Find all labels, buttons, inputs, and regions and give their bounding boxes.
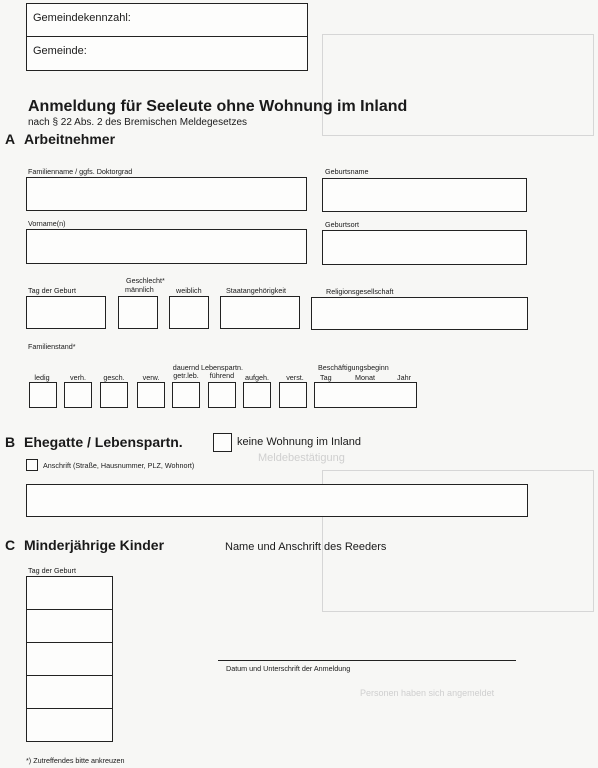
keine-wohnung-label: keine Wohnung im Inland	[237, 436, 361, 448]
religion-label: Religionsgesellschaft	[326, 287, 394, 296]
section-a-title: Arbeitnehmer	[24, 131, 116, 147]
geburtsort-field[interactable]	[322, 230, 527, 265]
gesch-checkbox[interactable]	[100, 382, 128, 408]
vorname-label: Vorname(n)	[28, 219, 66, 228]
section-b-title: Ehegatte / Lebenspartn.	[24, 434, 183, 450]
geburtsort-label: Geburtsort	[325, 220, 359, 229]
geschlecht-label: Geschlecht*	[126, 276, 165, 285]
familienstand-option-label: verst.	[286, 373, 304, 382]
staatsangehoerigkeit-label: Staatangehörigkeit	[226, 286, 286, 295]
kinder-row-2[interactable]	[27, 610, 112, 641]
familienstand-option-label: verh.	[70, 373, 86, 382]
maennlich-label: männlich	[125, 285, 154, 294]
lebenspartn-fuehrend-checkbox[interactable]	[208, 382, 236, 408]
section-a-letter: A	[5, 131, 16, 147]
staatsangehoerigkeit-field[interactable]	[220, 296, 300, 329]
maennlich-checkbox[interactable]	[118, 296, 158, 329]
gemeindekennzahl-field[interactable]	[140, 6, 300, 32]
kinder-row-1[interactable]	[27, 577, 112, 608]
beschaeftigungsbeginn-label: Beschäftigungsbeginn	[318, 363, 389, 372]
familienname-label: Familienname / ggfs. Doktorgrad	[28, 167, 133, 176]
geburtsname-label: Geburtsname	[325, 167, 369, 176]
familienstand-label: Familienstand*	[28, 342, 76, 351]
dauernd-getr-checkbox[interactable]	[172, 382, 200, 408]
religion-field[interactable]	[311, 297, 528, 330]
geburtsname-field[interactable]	[322, 178, 527, 212]
keine-wohnung-checkbox[interactable]	[213, 433, 232, 452]
verw-checkbox[interactable]	[137, 382, 165, 408]
bleed-frame-top	[322, 34, 594, 136]
familienname-field[interactable]	[26, 177, 307, 211]
section-c-title: Minderjährige Kinder	[24, 537, 165, 553]
tag-der-geburt-field[interactable]	[26, 296, 106, 329]
familienstand-option-label: gesch.	[103, 373, 125, 382]
verh-checkbox[interactable]	[64, 382, 92, 408]
gemeindekennzahl-label: Gemeindekennzahl:	[33, 12, 131, 24]
anschrift-label: Anschrift (Straße, Hausnummer, PLZ, Wohnort)	[43, 461, 195, 470]
bleed-text-1: Meldebestätigung	[258, 452, 345, 464]
weiblich-label: weiblich	[176, 286, 202, 295]
familienstand-option-label: Lebenspartn. führend	[201, 363, 243, 380]
familienstand-option-label: aufgeh.	[245, 373, 269, 382]
familienstand-option-label: ledig	[34, 373, 50, 382]
tag-der-geburt-label: Tag der Geburt	[28, 286, 76, 295]
gemeinde-label: Gemeinde:	[33, 45, 87, 57]
anschrift-field[interactable]	[26, 484, 528, 517]
beschaeftigungsbeginn-field[interactable]	[314, 382, 417, 408]
kinder-tag-der-geburt-label: Tag der Geburt	[28, 566, 76, 575]
aufgeh-checkbox[interactable]	[243, 382, 271, 408]
verst-checkbox[interactable]	[279, 382, 307, 408]
footnote: *) Zutreffendes bitte ankreuzen	[26, 756, 125, 765]
kinder-row-4[interactable]	[27, 676, 112, 707]
jahr-label: Jahr	[397, 373, 411, 382]
anschrift-checkbox[interactable]	[26, 459, 38, 471]
reeder-label: Name und Anschrift des Reeders	[225, 541, 387, 553]
header-divider	[27, 36, 307, 37]
kinder-row-5[interactable]	[27, 709, 112, 740]
form-subtitle: nach § 22 Abs. 2 des Bremischen Meldegesetzes	[28, 117, 248, 128]
signature-label: Datum und Unterschrift der Anmeldung	[226, 664, 351, 673]
vorname-field[interactable]	[26, 229, 307, 264]
bleed-text-2: Personen haben sich angemeldet	[360, 688, 495, 698]
section-c-letter: C	[5, 537, 16, 553]
familienstand-option-label: dauernd getr.leb.	[172, 363, 200, 380]
familienstand-option-label: verw.	[142, 373, 160, 382]
ledig-checkbox[interactable]	[29, 382, 57, 408]
monat-label: Monat	[355, 373, 375, 382]
weiblich-checkbox[interactable]	[169, 296, 209, 329]
form-title: Anmeldung für Seeleute ohne Wohnung im Inland	[28, 98, 408, 115]
signature-line[interactable]	[218, 660, 516, 661]
section-b-letter: B	[5, 434, 16, 450]
tag-label: Tag	[320, 373, 332, 382]
kinder-row-3[interactable]	[27, 643, 112, 674]
gemeinde-field[interactable]	[100, 38, 300, 66]
